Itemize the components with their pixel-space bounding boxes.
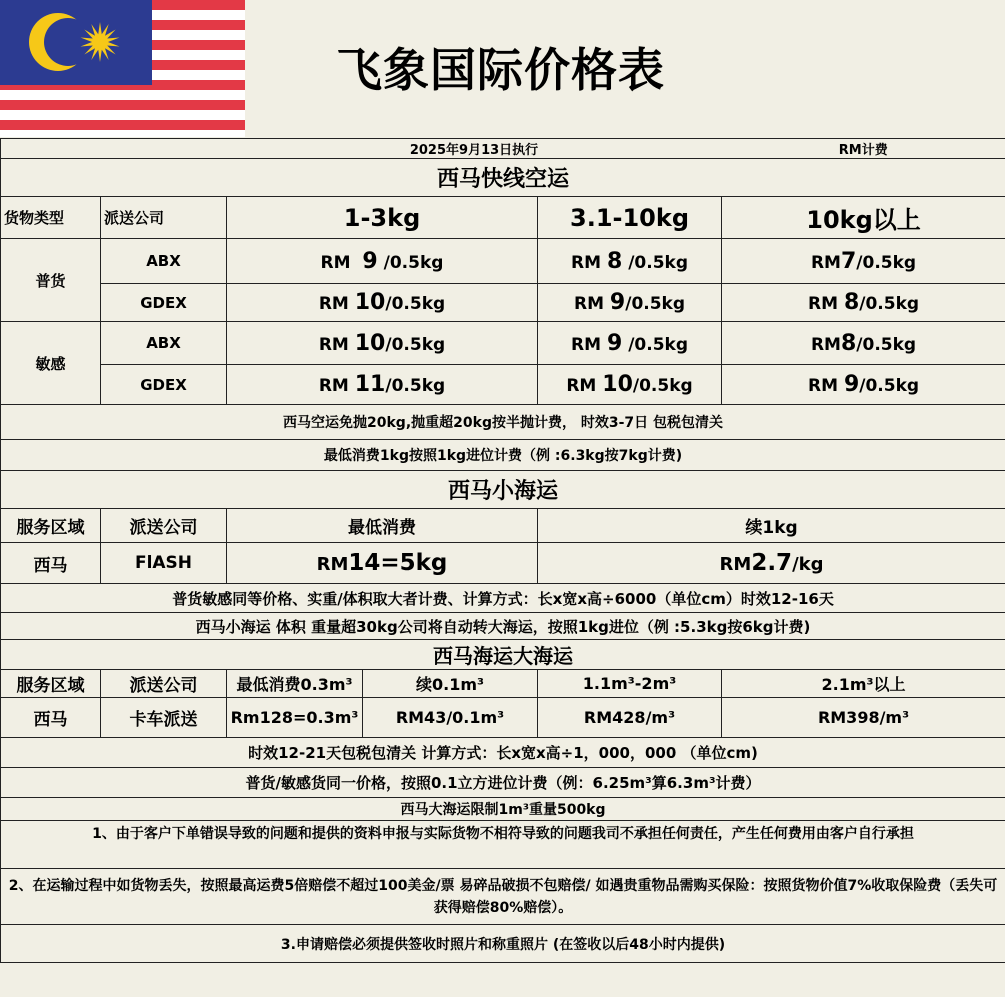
price-cell: RM 9/0.5kg — [722, 365, 1005, 405]
price-table — [0, 138, 1005, 963]
big-sea-section-title: 西马海运大海运 — [1, 640, 1005, 670]
currency-note: RM计费 — [722, 139, 1005, 159]
header-3-10kg: 3.1-10kg — [538, 197, 722, 239]
term-3: 3.申请赔偿必须提供签收时照片和称重照片 (在签收以后48小时内提供) — [1, 925, 1005, 963]
price-cell: RM43/0.1m³ — [363, 698, 538, 738]
cargo-type-sensitive: 敏感 — [1, 322, 101, 405]
price-cell: RM 9 /0.5kg — [538, 322, 722, 365]
header-per-0-1m3: 续0.1m³ — [363, 670, 538, 698]
header-1-2m3: 1.1m³-2m³ — [538, 670, 722, 698]
price-cell: RM398/m³ — [722, 698, 1005, 738]
per-kg-price-cell: RM2.7/kg — [538, 543, 1005, 584]
min-price-cell: RM14=5kg — [227, 543, 538, 584]
price-cell: RM 10/0.5kg — [538, 365, 722, 405]
table-row — [1, 365, 1005, 405]
header-cargo-type: 货物类型 — [1, 197, 101, 239]
air-note-1: 西马空运免抛20kg,抛重超20kg按半抛计费， 时效3-7日 包税包清关 — [1, 405, 1005, 440]
courier-truck: 卡车派送 — [101, 698, 227, 738]
air-section-title: 西马快线空运 — [1, 159, 1005, 197]
price-cell: RM 10/0.5kg — [227, 284, 538, 322]
courier-abx: ABX — [101, 322, 227, 365]
price-cell: RM 9 /0.5kg — [227, 239, 538, 284]
term-1: 1、由于客户下单错误导致的问题和提供的资料申报与实际货物不相符导致的问题我司不承担任何责任，产生任何费用由客户自行承担 — [1, 821, 1005, 869]
cargo-type-general: 普货 — [1, 239, 101, 322]
effective-date: 2025年9月13日执行 — [227, 139, 722, 159]
big-sea-note-2: 普货/敏感货同一价格，按照0.1立方进位计费（例：6.25m³算6.3m³计费） — [1, 768, 1005, 798]
header-region: 服务区域 — [1, 670, 101, 698]
table-row — [1, 698, 1005, 738]
small-sea-note-2: 西马小海运 体积 重量超30kg公司将自动转大海运，按照1kg进位（例 :5.3kg按6kg计费) — [1, 613, 1005, 640]
malaysia-flag-icon — [0, 0, 245, 137]
small-sea-note-1: 普货敏感同等价格、实重/体积取大者计费、计算方式：长x宽x高÷6000（单位cm）时效12-16天 — [1, 584, 1005, 613]
price-cell: RM428/m³ — [538, 698, 722, 738]
small-sea-section-title: 西马小海运 — [1, 471, 1005, 509]
big-sea-note-1: 时效12-21天包税包清关 计算方式：长x宽x高÷1，000，000 （单位cm) — [1, 738, 1005, 768]
price-cell: RM 8 /0.5kg — [538, 239, 722, 284]
header-10kg-plus: 10kg以上 — [722, 197, 1005, 239]
region-west-malaysia: 西马 — [1, 698, 101, 738]
price-cell: RM 8/0.5kg — [722, 284, 1005, 322]
header-courier: 派送公司 — [101, 670, 227, 698]
header-minimum: 最低消费 — [227, 509, 538, 543]
courier-abx: ABX — [101, 239, 227, 284]
header-courier: 派送公司 — [101, 197, 227, 239]
price-cell: RM 10/0.5kg — [227, 322, 538, 365]
courier-flash: FlASH — [101, 543, 227, 584]
region-west-malaysia: 西马 — [1, 543, 101, 584]
price-cell: RM8/0.5kg — [722, 322, 1005, 365]
page-title: 飞象国际价格表 — [336, 43, 665, 97]
price-cell: RM7/0.5kg — [722, 239, 1005, 284]
table-row — [1, 239, 1005, 284]
table-row — [1, 284, 1005, 322]
header-minimum: 最低消费0.3m³ — [227, 670, 363, 698]
price-cell: RM 9/0.5kg — [538, 284, 722, 322]
header-per-kg: 续1kg — [538, 509, 1005, 543]
term-2: 2、在运输过程中如货物丢失，按照最高运费5倍赔偿不超过100美金/票 易碎品破损不包赔偿/ 如遇贵重物品需购买保险：按照货物价值7%收取保险费（丢失可获得赔偿80%赔偿）。 — [1, 869, 1005, 925]
header-courier: 派送公司 — [101, 509, 227, 543]
big-sea-note-3: 西马大海运限制1m³重量500kg — [1, 798, 1005, 821]
header-2m3-plus: 2.1m³以上 — [722, 670, 1005, 698]
table-row — [1, 322, 1005, 365]
courier-gdex: GDEX — [101, 284, 227, 322]
courier-gdex: GDEX — [101, 365, 227, 405]
price-cell: Rm128=0.3m³ — [227, 698, 363, 738]
air-note-2: 最低消费1kg按照1kg进位计费（例 :6.3kg按7kg计费) — [1, 440, 1005, 471]
header-1-3kg: 1-3kg — [227, 197, 538, 239]
table-row — [1, 543, 1005, 584]
header-region: 服务区域 — [1, 509, 101, 543]
price-cell: RM 11/0.5kg — [227, 365, 538, 405]
